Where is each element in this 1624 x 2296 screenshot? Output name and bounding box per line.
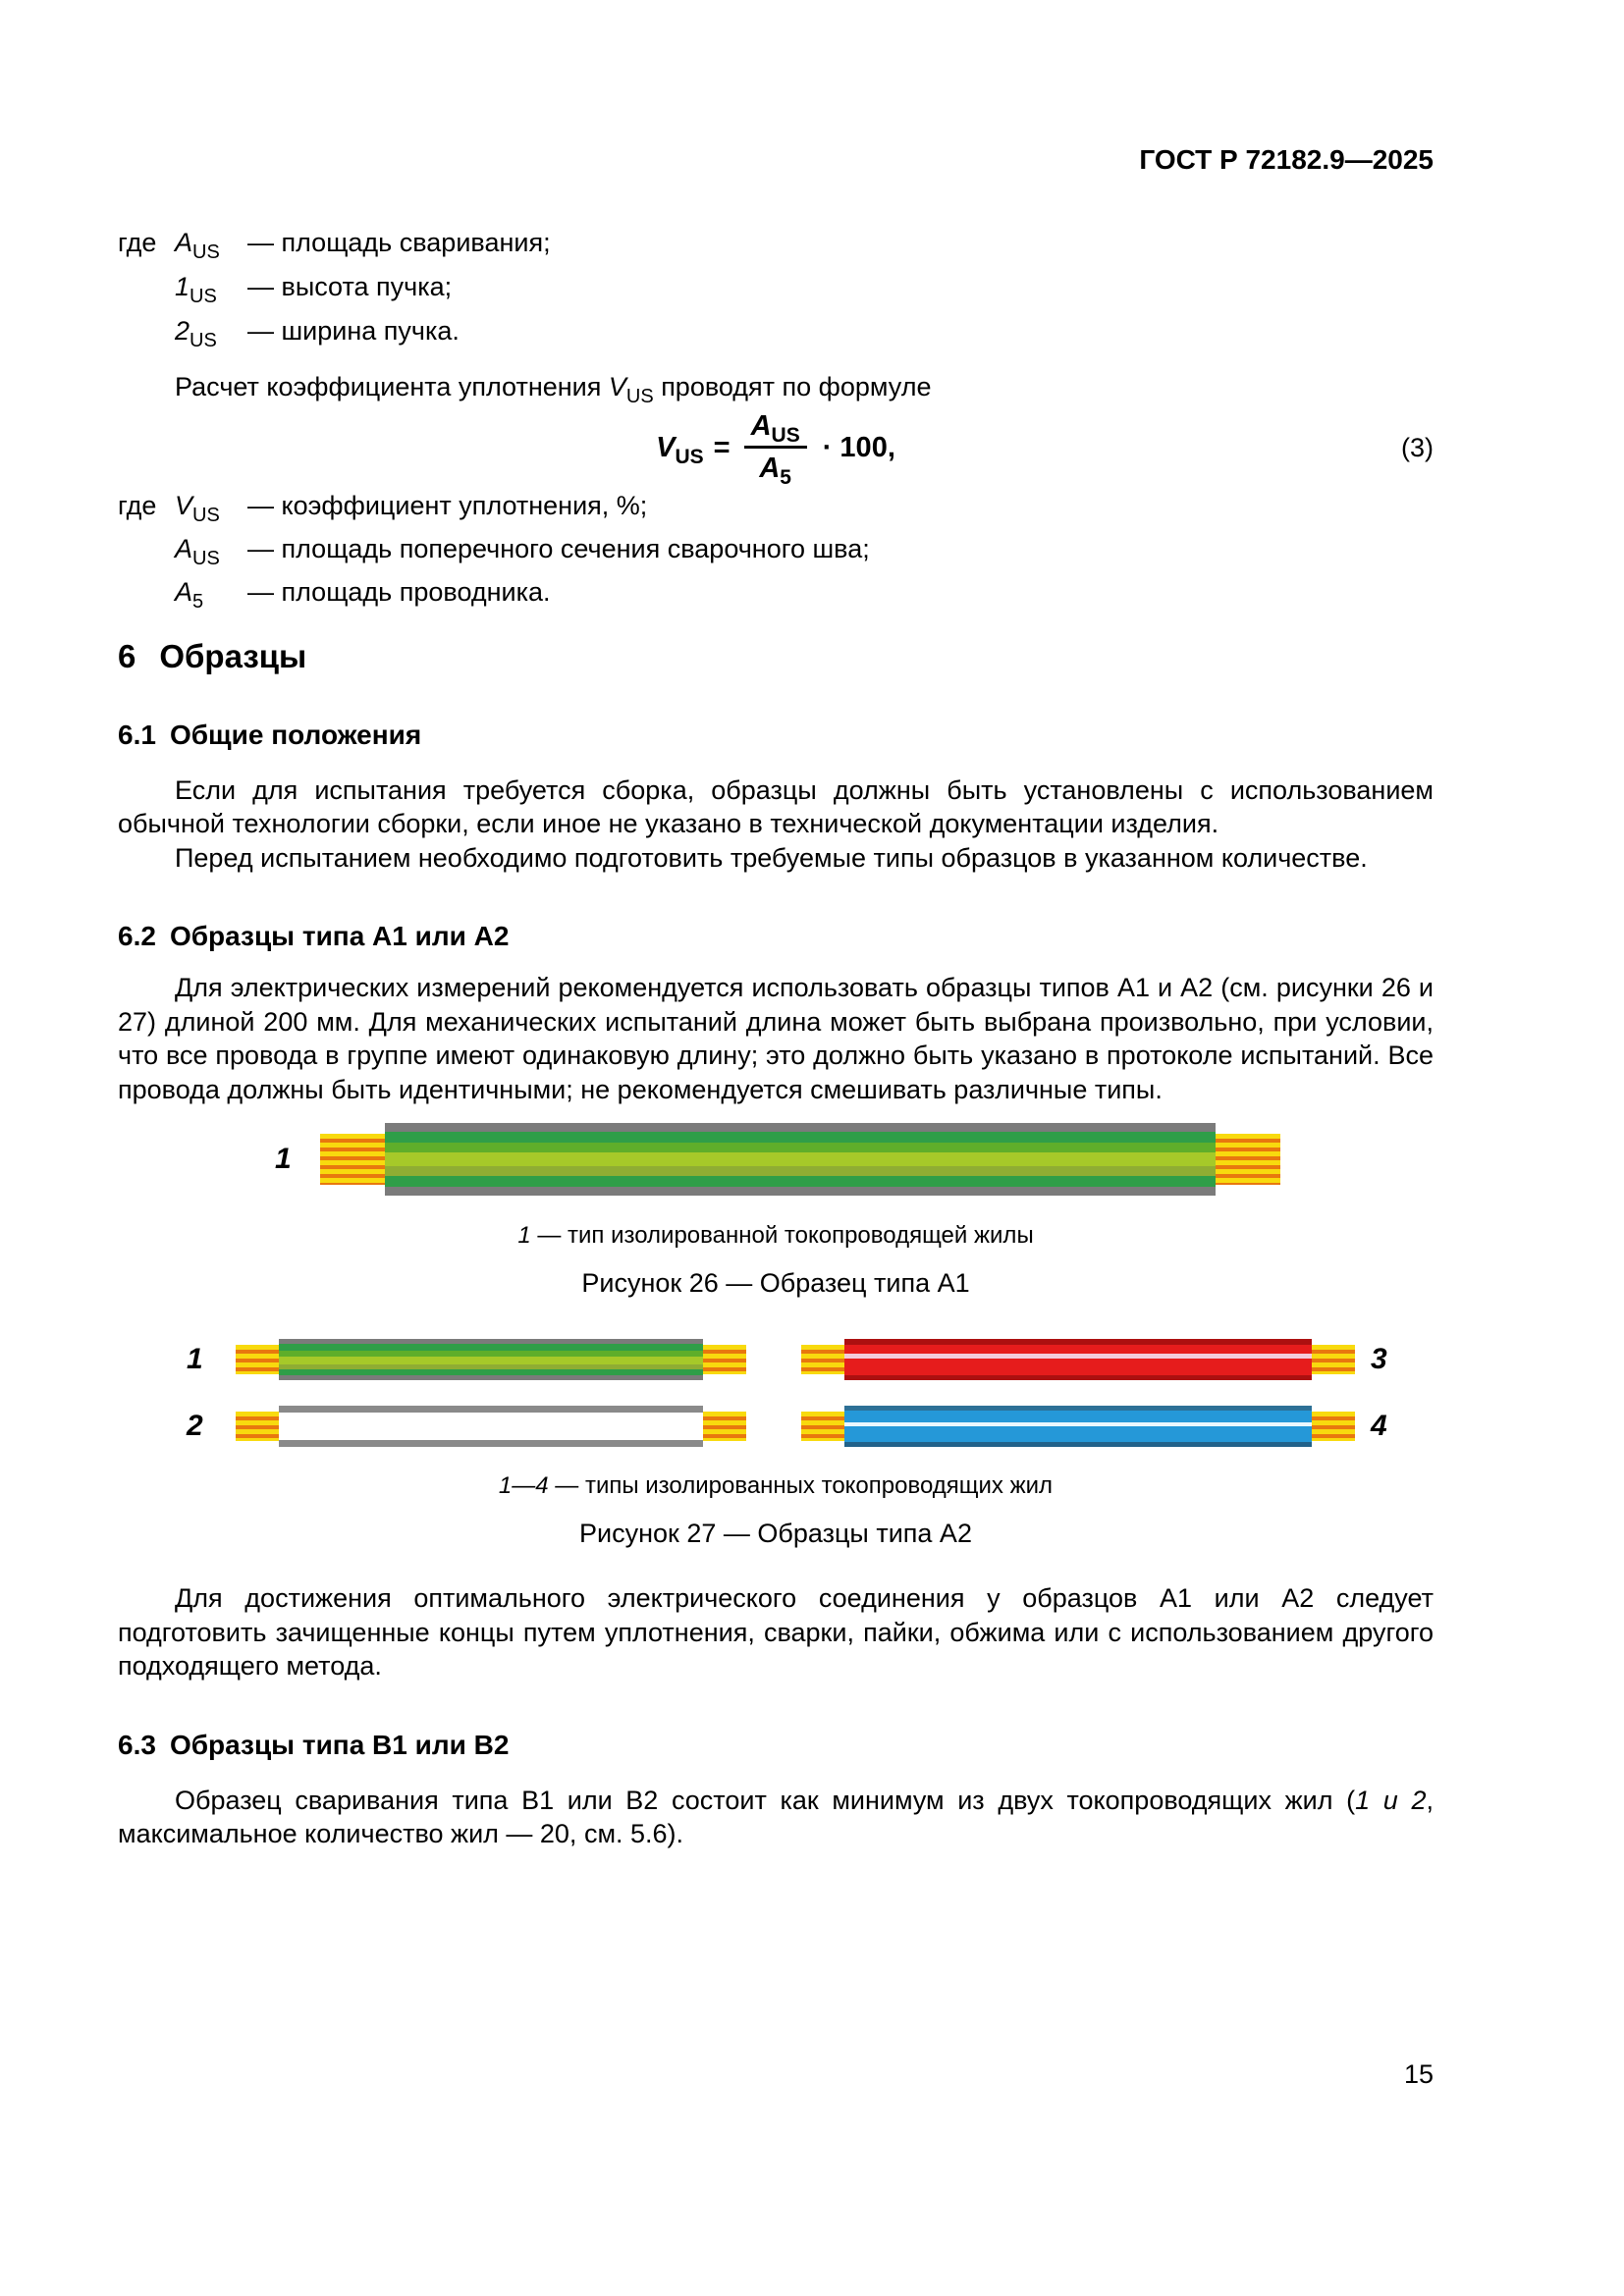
figure-26-drawing bbox=[118, 1122, 1434, 1197]
wire-3-label: 3 bbox=[1371, 1343, 1387, 1375]
wire-4-label: 4 bbox=[1371, 1410, 1387, 1442]
wire-2-label: 2 bbox=[187, 1410, 203, 1442]
symbol-definition: — площадь проводника. bbox=[247, 576, 551, 607]
v-symbol: V bbox=[608, 372, 626, 401]
equation-number: (3) bbox=[1401, 432, 1434, 462]
bare-strands-right bbox=[1216, 1134, 1280, 1185]
figure-27-title: Рисунок 27 — Образцы типа А2 bbox=[579, 1519, 972, 1548]
blue-insulation bbox=[844, 1406, 1312, 1447]
equals-sign: = bbox=[713, 431, 731, 463]
symbol-subscript: US bbox=[189, 330, 217, 351]
paragraph: Перед испытанием необходимо подготовить требуемые типы образцов в указанном количестве. bbox=[175, 842, 1368, 873]
section-6-2-heading: 6.2 Образцы типа А1 или А2 bbox=[118, 921, 510, 951]
wire-green-small bbox=[236, 1339, 746, 1380]
symbol-subscript: US bbox=[192, 241, 220, 263]
symbol-row bbox=[118, 270, 1434, 314]
paragraph: Если для испытания требуется сборка, образцы должны быть установлены с использованием обычной технологии сборки, если иное не указано в технической документации изделия. bbox=[118, 774, 1434, 838]
symbol-definition: — коэффициент уплотнения, %; bbox=[247, 490, 648, 520]
wire-1-label: 1 bbox=[187, 1343, 203, 1375]
symbol: $2_{US}$ bbox=[175, 316, 217, 351]
bare-strands-right bbox=[703, 1345, 746, 1374]
wire-green-large bbox=[320, 1123, 1280, 1196]
wire-white bbox=[236, 1406, 746, 1447]
wire-1-label: 1 bbox=[275, 1143, 292, 1175]
symbol-row bbox=[118, 532, 1434, 575]
symbol: $A_5$ bbox=[175, 576, 204, 613]
green-insulation bbox=[385, 1123, 1216, 1196]
symbol-definition: — площадь поперечного сечения сварочного шва; bbox=[247, 533, 870, 563]
v-subscript: US bbox=[625, 386, 654, 407]
figure-26 bbox=[118, 1122, 1434, 1300]
figure-27-row-1 bbox=[118, 1339, 1434, 1380]
page-content bbox=[118, 0, 1434, 1851]
where-label: где bbox=[118, 228, 157, 257]
symbol-list-top bbox=[118, 226, 1434, 358]
bare-strands-left bbox=[236, 1412, 279, 1441]
fraction-numerator: $A_{US}$ bbox=[744, 409, 807, 449]
symbol: $A_{US}$ bbox=[175, 533, 220, 569]
where-label: где bbox=[118, 490, 157, 520]
symbol-list-bottom bbox=[118, 489, 1434, 618]
bare-strands-right bbox=[1312, 1345, 1355, 1374]
paragraph: Для электрических измерений рекомендуется использовать образцы типов А1 и А2 (см. рисунки 26 и 27) длиной 200 мм. Для механических испытаний длина может быть выбрана произвольно, при условии, что все провода в группе имеют одинаковую длину; это должно быть указано в протоколе испытаний. Все провода должны быть идентичными; не рекомендуется смешивать различные типы. bbox=[118, 973, 1434, 1104]
section-6-1-heading: 6.1 Общие положения bbox=[118, 719, 422, 750]
symbol-subscript: US bbox=[192, 547, 220, 569]
bare-strands-right bbox=[1312, 1412, 1355, 1441]
figure-27 bbox=[118, 1339, 1434, 1550]
figure-26-title: Рисунок 26 — Образец типа А1 bbox=[581, 1268, 970, 1298]
symbol: $1_{US}$ bbox=[175, 272, 217, 307]
symbol-subscript: 5 bbox=[192, 590, 204, 613]
formula-intro: Расчет коэффициента уплотнения $V_{US}$ проводят по формуле bbox=[175, 372, 932, 407]
symbol-row bbox=[118, 314, 1434, 358]
symbol: $A_{US}$ bbox=[175, 228, 220, 263]
bare-strands-left bbox=[320, 1134, 385, 1185]
formula-lhs: $V_{US}$ bbox=[656, 431, 704, 468]
fraction-denominator: $A_5$ bbox=[759, 453, 791, 489]
symbol: $V_{US}$ bbox=[175, 490, 220, 526]
symbol-definition: — высота пучка; bbox=[247, 272, 453, 301]
bare-strands-left bbox=[801, 1345, 844, 1374]
figure-27-row-2 bbox=[118, 1406, 1434, 1447]
green-insulation bbox=[279, 1339, 703, 1380]
formula-multiplier: · 100, bbox=[822, 431, 895, 463]
figure-27-caption: 1—4 — типы изолированных токопроводящих жил bbox=[498, 1472, 1054, 1499]
symbol-subscript: US bbox=[189, 286, 217, 307]
doc-code-header: ГОСТ Р 72182.9—2025 bbox=[1139, 144, 1434, 175]
bare-strands-right bbox=[703, 1412, 746, 1441]
section-6-heading: 6 Образцы bbox=[118, 637, 307, 674]
symbol-subscript: US bbox=[192, 504, 220, 526]
paragraph: Для достижения оптимального электрического соединения у образцов А1 или А2 следует подготовить зачищенные концы путем уплотнения, сварки, пайки, обжима или с использованием другого подходящего метода. bbox=[118, 1583, 1434, 1681]
wire-blue bbox=[801, 1406, 1355, 1447]
paragraph: Образец сваривания типа В1 или В2 состоит как минимум из двух токопроводящих жил (1 и 2, максимальное количество жил — 20, см. 5.6). bbox=[118, 1785, 1434, 1848]
red-insulation bbox=[844, 1339, 1312, 1380]
symbol-row bbox=[118, 226, 1434, 270]
symbol-definition: — ширина пучка. bbox=[247, 316, 460, 346]
section-6-3-heading: 6.3 Образцы типа В1 или В2 bbox=[118, 1729, 510, 1760]
page-number: 15 bbox=[1403, 2059, 1434, 2089]
wire-red bbox=[801, 1339, 1355, 1380]
formula-3 bbox=[118, 408, 1434, 487]
symbol-row bbox=[118, 489, 1434, 532]
symbol-row bbox=[118, 575, 1434, 618]
bare-strands-left bbox=[801, 1412, 844, 1441]
bare-strands-left bbox=[236, 1345, 279, 1374]
fraction bbox=[744, 409, 807, 489]
symbol-definition: — площадь сваривания; bbox=[247, 228, 551, 257]
figure-26-caption: 1 — тип изолированной токопроводящей жилы bbox=[517, 1222, 1034, 1249]
white-insulation bbox=[279, 1406, 703, 1447]
